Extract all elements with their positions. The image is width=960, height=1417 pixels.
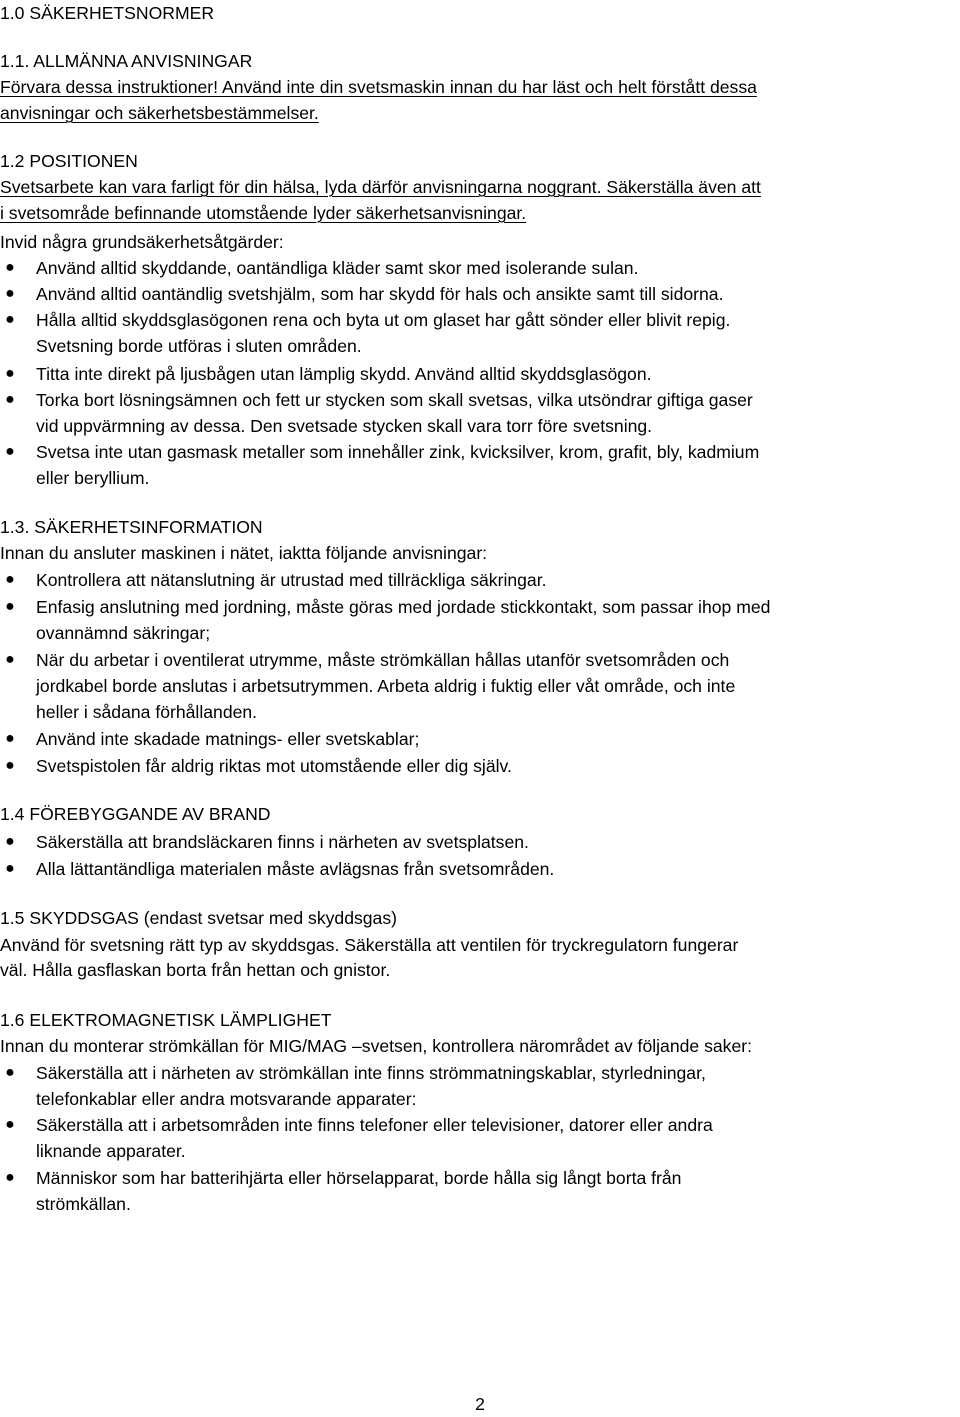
list-item: Enfasig anslutning med jordning, måste göras med jordade stickkontakt, som passar ihop med (36, 597, 771, 617)
list-item: När du arbetar i oventilerat utrymme, måste strömkällan hållas utanför svetsområden och (36, 650, 730, 670)
bullet-icon: ● (5, 1064, 15, 1081)
list-item: Använd alltid skyddande, oantändliga kläder samt skor med isolerande sulan. (36, 258, 639, 278)
paragraph-line: Innan du monterar strömkällan för MIG/MAG –svetsen, kontrollera närområdet av följande saker: (0, 1036, 752, 1056)
list-item: Torka bort lösningsämnen och fett ur stycken som skall svetsas, vilka utsöndrar giftiga gaser (36, 390, 753, 410)
list-item-continuation: strömkällan. (36, 1194, 131, 1214)
bullet-icon: ● (5, 651, 15, 668)
section-heading-1-1: 1.1. ALLMÄNNA ANVISNINGAR (0, 51, 253, 71)
list-item: Säkerställa att i arbetsområden inte finns telefoner eller televisioner, datorer eller andra (36, 1115, 713, 1135)
bullet-icon: ● (5, 757, 15, 774)
paragraph-line: anvisningar och säkerhetsbestämmelser. (0, 103, 319, 123)
bullet-icon: ● (5, 391, 15, 408)
paragraph-line: i svetsområde befinnande utomstående lyder säkerhetsanvisningar. (0, 203, 527, 223)
list-item-continuation: heller i sådana förhållanden. (36, 702, 258, 722)
list-item-continuation: telefonkablar eller andra motsvarande apparater: (36, 1089, 417, 1109)
list-item: Använd inte skadade matnings- eller svetskablar; (36, 729, 420, 749)
section-heading-1-4: 1.4 FÖREBYGGANDE AV BRAND (0, 804, 271, 824)
paragraph-line: Förvara dessa instruktioner! Använd inte din svetsmaskin innan du har läst och helt förstått dessa (0, 77, 757, 97)
paragraph-line: Svetsarbete kan vara farligt för din hälsa, lyda därför anvisningarna noggrant. Säkerställa även att (0, 177, 761, 197)
paragraph-line: Invid några grundsäkerhetsåtgärder: (0, 232, 284, 252)
list-item-continuation: eller beryllium. (36, 468, 150, 488)
section-heading-1-6: 1.6 ELEKTROMAGNETISK LÄMPLIGHET (0, 1010, 332, 1030)
section-heading-1-3: 1.3. SÄKERHETSINFORMATION (0, 517, 263, 537)
bullet-icon: ● (5, 1169, 15, 1186)
section-heading-1-2: 1.2 POSITIONEN (0, 151, 138, 171)
section-heading-1-0: 1.0 SÄKERHETSNORMER (0, 3, 215, 23)
list-item-continuation: jordkabel borde anslutas i arbetsutrymmen. Arbeta aldrig i fuktig eller våt område, och inte (36, 676, 736, 696)
page-number: 2 (475, 1394, 485, 1414)
list-item: Använd alltid oantändlig svetshjälm, som har skydd för hals och ansikte samt till sidorna. (36, 284, 724, 304)
bullet-icon: ● (5, 730, 15, 747)
bullet-icon: ● (5, 1116, 15, 1133)
bullet-icon: ● (5, 833, 15, 850)
list-item: Kontrollera att nätanslutning är utrustad med tillräckliga säkringar. (36, 570, 547, 590)
bullet-icon: ● (5, 259, 15, 276)
section-heading-1-5: 1.5 SKYDDSGAS (endast svetsar med skyddsgas) (0, 908, 398, 928)
bullet-icon: ● (5, 311, 15, 328)
list-item-continuation: ovannämnd säkringar; (36, 623, 211, 643)
list-item: Säkerställa att i närheten av strömkällan inte finns strömmatningskablar, styrledningar, (36, 1063, 706, 1083)
paragraph-line: Använd för svetsning rätt typ av skyddsgas. Säkerställa att ventilen för tryckregulatorn fungerar (0, 935, 739, 955)
list-item: Hålla alltid skyddsglasögonen rena och byta ut om glaset har gått sönder eller blivit repig. (36, 310, 731, 330)
list-item-continuation: liknande apparater. (36, 1141, 186, 1161)
bullet-icon: ● (5, 285, 15, 302)
list-item: Svetsa inte utan gasmask metaller som innehåller zink, kvicksilver, krom, grafit, bly, kadmium (36, 442, 760, 462)
bullet-icon: ● (5, 598, 15, 615)
bullet-icon: ● (5, 365, 15, 382)
list-item: Säkerställa att brandsläckaren finns i närheten av svetsplatsen. (36, 832, 529, 852)
list-item: Svetspistolen får aldrig riktas mot utomstående eller dig själv. (36, 756, 512, 776)
list-item: Alla lättantändliga materialen måste avlägsnas från svetsområden. (36, 859, 555, 879)
list-item: Människor som har batterihjärta eller hörselapparat, borde hålla sig långt borta från (36, 1168, 682, 1188)
bullet-icon: ● (5, 860, 15, 877)
list-item-continuation: Svetsning borde utföras i sluten områden. (36, 336, 362, 356)
list-item: Titta inte direkt på ljusbågen utan lämplig skydd. Använd alltid skyddsglasögon. (36, 364, 652, 384)
paragraph-line: Innan du ansluter maskinen i nätet, iaktta följande anvisningar: (0, 543, 488, 563)
bullet-icon: ● (5, 571, 15, 588)
bullet-icon: ● (5, 443, 15, 460)
paragraph-line: väl. Hålla gasflaskan borta från hettan och gnistor. (0, 960, 391, 980)
list-item-continuation: vid uppvärmning av dessa. Den svetsade stycken skall vara torr före svetsning. (36, 416, 653, 436)
